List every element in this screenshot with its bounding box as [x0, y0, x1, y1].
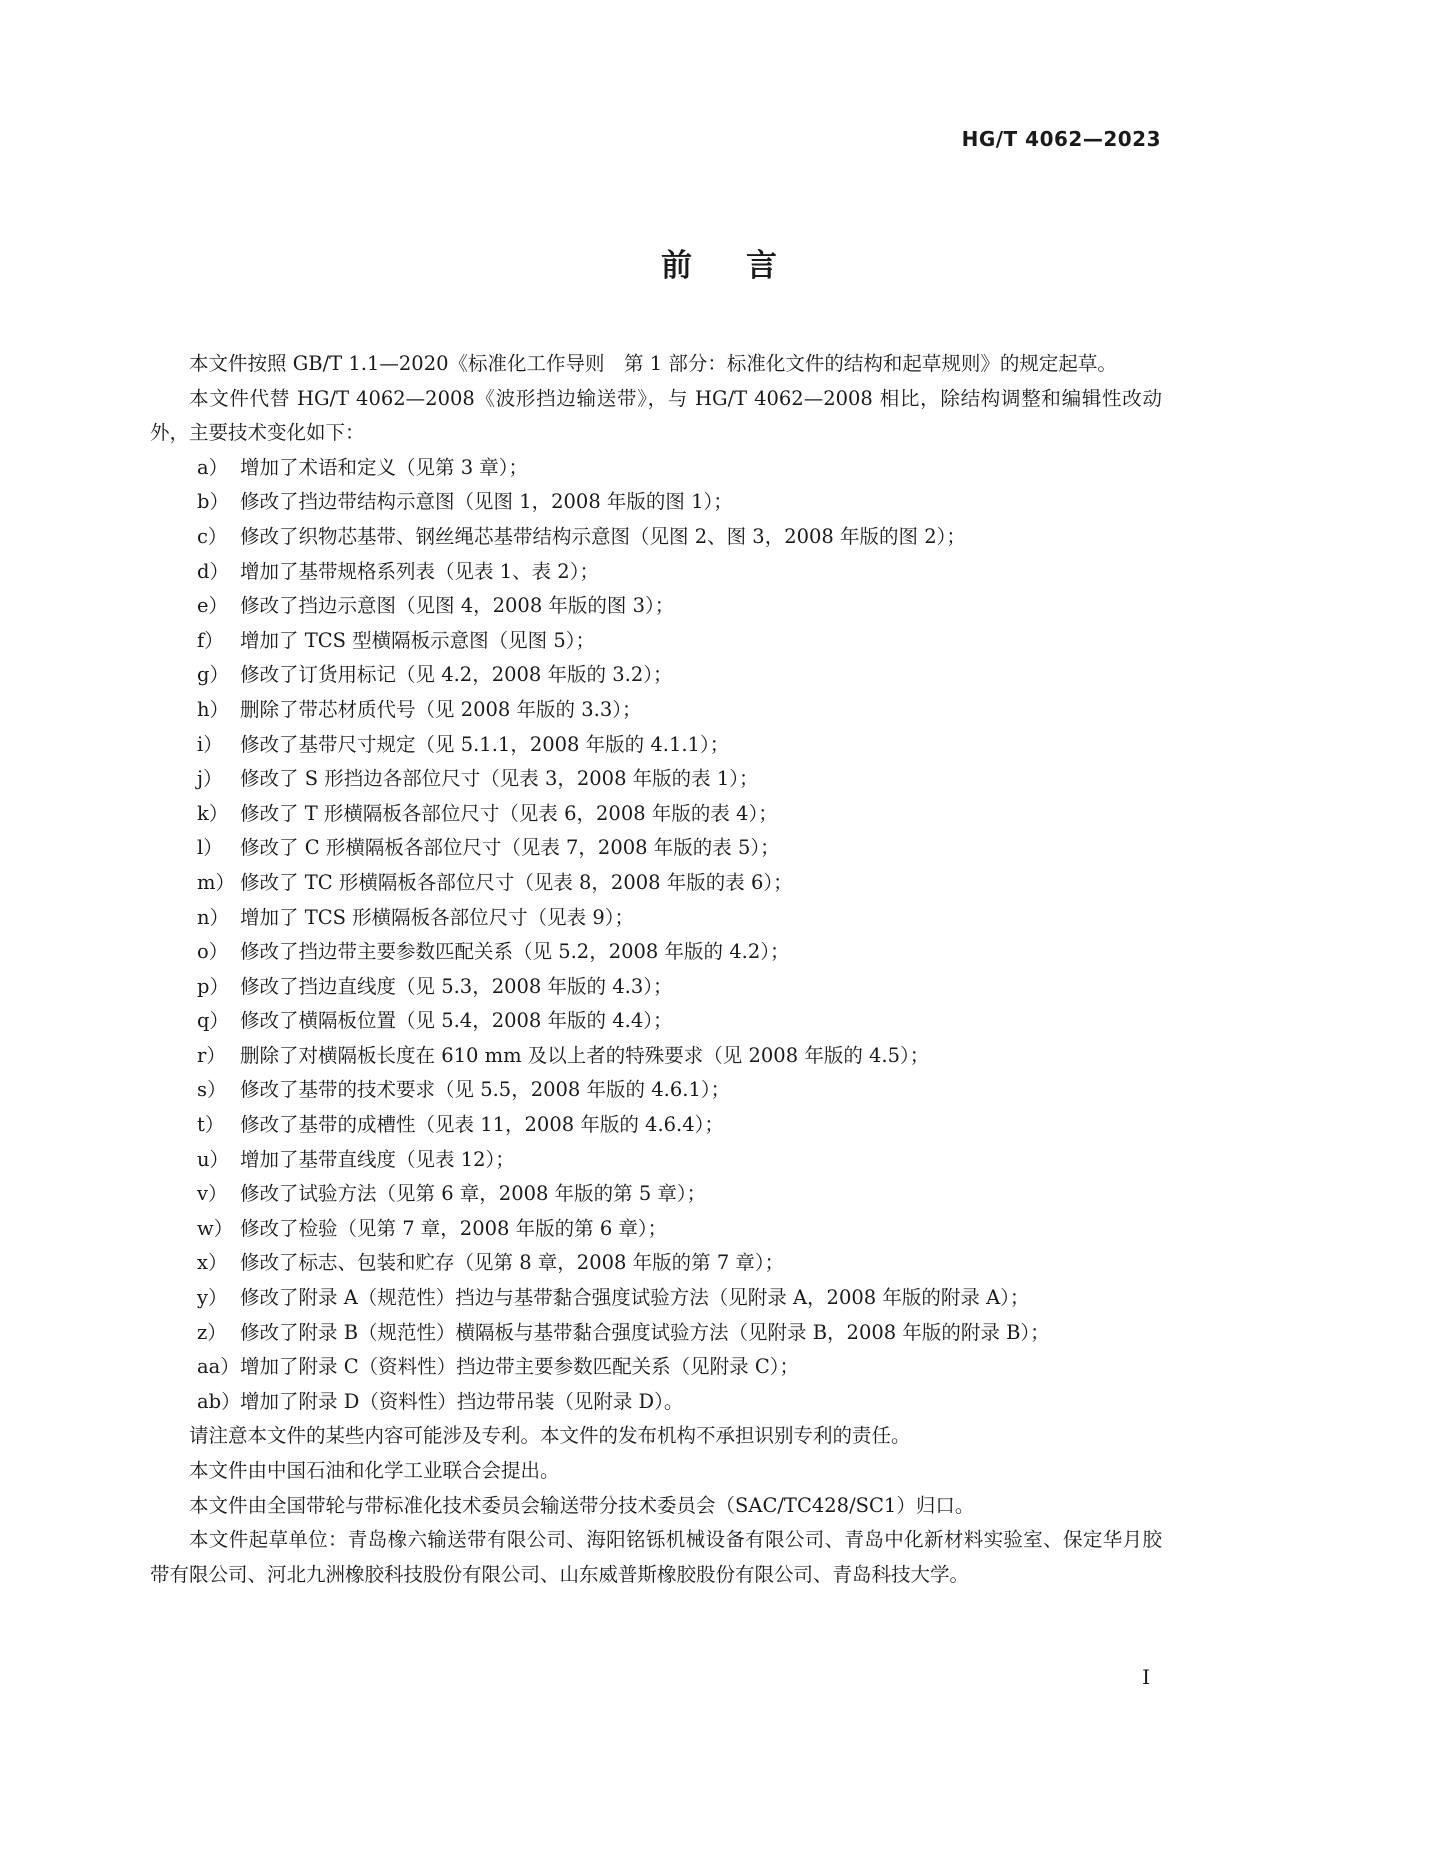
list-item-text: 修改了基带尺寸规定（见 5.1.1，2008 年版的 4.1.1）； [240, 732, 730, 756]
intro-paragraph-2: 本文件代替 HG/T 4062—2008《波形挡边输送带》，与 HG/T 4062—2008 相比，除结构调整和编辑性改动外，主要技术变化如下： [150, 386, 1162, 445]
list-item-label: u） [197, 1147, 230, 1171]
list-item-label: n） [197, 905, 230, 929]
list-item-label: s） [197, 1078, 227, 1102]
list-item-label: i） [197, 732, 223, 756]
list-item-text: 修改了附录 B（规范性）横隔板与基带黏合强度试验方法（见附录 B，2008 年版的附录 B）； [240, 1320, 1050, 1344]
list-item-label: a） [197, 455, 229, 479]
list-item [197, 451, 1162, 486]
list-item [197, 485, 1162, 520]
committee-statement: 本文件由全国带轮与带标准化技术委员会输送带分技术委员会（SAC/TC428/SC1）归口。 [189, 1493, 975, 1517]
list-item [197, 1350, 1162, 1385]
document-body [150, 347, 1162, 1592]
list-item-text: 修改了基带的技术要求（见 5.5，2008 年版的 4.6.1）； [240, 1078, 731, 1102]
list-item [197, 935, 1162, 970]
list-item [197, 693, 1162, 728]
list-item [197, 762, 1162, 797]
list-item-text: 删除了对横隔板长度在 610 mm 及以上者的特殊要求（见 2008 年版的 4.5）； [240, 1043, 930, 1067]
list-item-label: z） [197, 1320, 227, 1344]
list-item [197, 520, 1162, 555]
drafting-units: 本文件起草单位：青岛橡六输送带有限公司、海阳铭铄机械设备有限公司、青岛中化新材料实验室、保定华月胶带有限公司、河北九洲橡胶科技股份有限公司、山东威普斯橡胶股份有限公司、青岛科技大学。 [150, 1528, 1162, 1586]
list-item-label: w） [197, 1216, 234, 1240]
list-item [197, 901, 1162, 936]
list-item-text: 增加了基带规格系列表（见表 1、表 2）； [240, 559, 599, 583]
list-item-label: q） [197, 1009, 229, 1033]
list-item-text: 修改了织物芯基带、钢丝绳芯基带结构示意图（见图 2、图 3，2008 年版的图 2）； [240, 524, 966, 548]
list-item-text: 修改了检验（见第 7 章，2008 年版的第 6 章）； [240, 1216, 668, 1240]
list-item [197, 1281, 1162, 1316]
list-item [197, 1246, 1162, 1281]
list-item-label: e） [197, 594, 229, 618]
list-item-text: 增加了附录 D（资料性）挡边带吊装（见附录 D）。 [240, 1389, 684, 1413]
patent-notice: 请注意本文件的某些内容可能涉及专利。本文件的发布机构不承担识别专利的责任。 [189, 1424, 911, 1448]
proposer-statement: 本文件由中国石油和化学工业联合会提出。 [189, 1459, 560, 1482]
list-item [197, 970, 1162, 1005]
list-item-label: f） [197, 628, 224, 652]
page-number: I [1142, 1665, 1150, 1689]
list-item [197, 1316, 1162, 1351]
list-item-text: 增加了附录 C（资料性）挡边带主要参数匹配关系（见附录 C）； [240, 1355, 799, 1379]
list-item-label: x） [197, 1251, 228, 1275]
list-item-text: 修改了订货用标记（见 4.2，2008 年版的 3.2）； [240, 663, 673, 687]
list-item-label: o） [197, 940, 229, 964]
list-item-text: 修改了 C 形横隔板各部位尺寸（见表 7，2008 年版的表 5）； [240, 836, 780, 860]
list-item-text: 修改了试验方法（见第 6 章，2008 年版的第 5 章）； [240, 1182, 707, 1206]
list-item [197, 1073, 1162, 1108]
list-item-label: j） [197, 767, 223, 791]
list-item-text: 修改了基带的成槽性（见表 11，2008 年版的 4.6.4）； [240, 1113, 724, 1137]
list-item [197, 797, 1162, 832]
list-item [197, 866, 1162, 901]
list-item-text: 修改了挡边带结构示意图（见图 1，2008 年版的图 1）； [240, 490, 733, 514]
list-item [197, 658, 1162, 693]
list-item-label: p） [197, 974, 229, 998]
list-item-label: m） [197, 870, 235, 894]
list-item-label: b） [197, 490, 229, 514]
document-code: HG/T 4062—2023 [961, 127, 1161, 151]
list-item-label: aa） [197, 1355, 240, 1379]
list-item [197, 555, 1162, 590]
list-item-text: 修改了 TC 形横隔板各部位尺寸（见表 8，2008 年版的表 6）； [240, 870, 793, 894]
list-item-label: t） [197, 1113, 225, 1137]
list-item-label: c） [197, 524, 228, 548]
list-item-text: 修改了附录 A（规范性）挡边与基带黏合强度试验方法（见附录 A，2008 年版的附录 A）； [240, 1286, 1030, 1310]
list-item-text: 增加了 TCS 型横隔板示意图（见图 5）； [240, 628, 596, 652]
list-item-text: 修改了 S 形挡边各部位尺寸（见表 3，2008 年版的表 1）； [240, 767, 759, 791]
list-item-label: d） [197, 559, 229, 583]
list-item-text: 修改了挡边示意图（见图 4，2008 年版的图 3）； [240, 594, 675, 618]
list-item-text: 增加了基带直线度（见表 12）； [240, 1147, 515, 1171]
list-item [197, 624, 1162, 659]
list-item-label: h） [197, 697, 230, 721]
list-item-label: l） [197, 836, 223, 860]
list-item-label: y） [197, 1286, 228, 1310]
list-item [197, 1177, 1162, 1212]
list-item-text: 修改了 T 形横隔板各部位尺寸（见表 6，2008 年版的表 4）； [240, 801, 778, 825]
changes-list [150, 451, 1162, 1420]
list-item-label: k） [197, 801, 229, 825]
list-item-label: g） [197, 663, 229, 687]
list-item-label: v） [197, 1182, 228, 1206]
list-item-label: ab） [197, 1389, 241, 1413]
list-item [197, 1143, 1162, 1178]
list-item [197, 1039, 1162, 1074]
list-item-text: 增加了 TCS 形横隔板各部位尺寸（见表 9）； [240, 905, 635, 929]
list-item [197, 1108, 1162, 1143]
page-title: 前言 [661, 248, 831, 284]
list-item [197, 589, 1162, 624]
list-item-text: 删除了带芯材质代号（见 2008 年版的 3.3）； [240, 697, 642, 721]
list-item-text: 修改了标志、包装和贮存（见第 8 章，2008 年版的第 7 章）； [240, 1251, 785, 1275]
list-item [197, 831, 1162, 866]
intro-paragraph-1: 本文件按照 GB/T 1.1—2020《标准化工作导则 第 1 部分：标准化文件的结构和起草规则》的规定起草。 [189, 352, 1117, 375]
list-item [197, 728, 1162, 763]
list-item [197, 1004, 1162, 1039]
list-item-text: 修改了挡边带主要参数匹配关系（见 5.2，2008 年版的 4.2）； [240, 940, 790, 964]
list-item [197, 1385, 1162, 1420]
list-item-label: r） [197, 1043, 226, 1067]
list-item-text: 增加了术语和定义（见第 3 章）； [240, 455, 529, 479]
list-item [197, 1212, 1162, 1247]
list-item-text: 修改了横隔板位置（见 5.4，2008 年版的 4.4）； [240, 1009, 673, 1033]
list-item-text: 修改了挡边直线度（见 5.3，2008 年版的 4.3）； [240, 974, 673, 998]
